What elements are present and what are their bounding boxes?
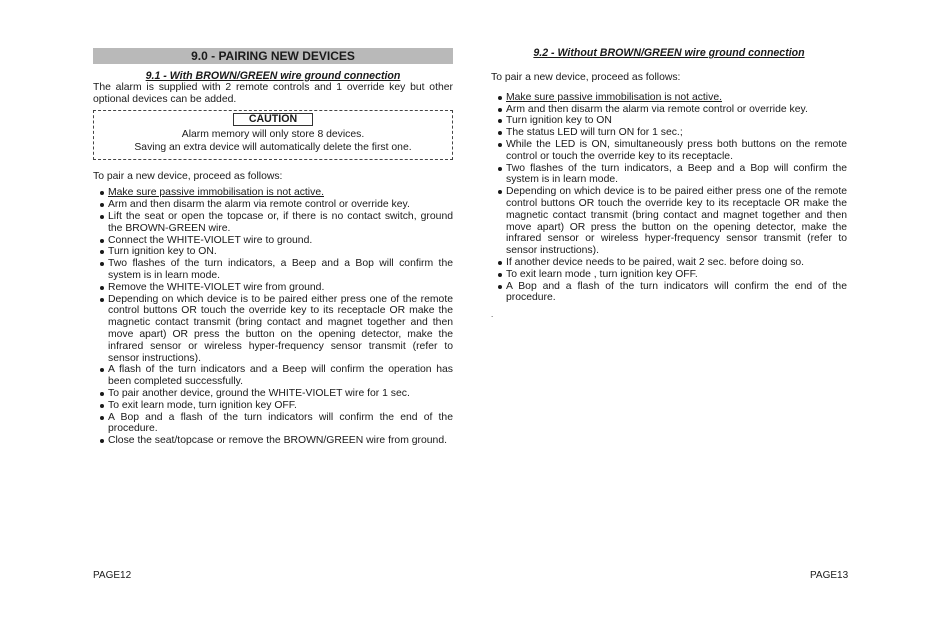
bullet-icon [100,250,104,254]
list-item: Depending on which device is to be paired either press one of the remote control buttons OR touch the override key to its receptacle OR make the magnetic contact transmit (bring contact and magnet together and then move apart) OR press the button on the opening detector, make the infrared sensor or wireless hyper-frequency sensor transmit (refer to sensor instructions). [93,294,453,365]
bullet-icon [498,119,502,123]
list-item: The status LED will turn ON for 1 sec.; [491,127,847,139]
stray-mark: . [491,310,494,320]
bullet-icon [100,286,104,290]
caution-label: CAUTION [233,113,313,126]
list-item: A Bop and a flash of the turn indicators will confirm the end of the procedure. [491,281,847,305]
list-item: Two flashes of the turn indicators, a Beep and a Bop will confirm the system is in learn mode. [491,163,847,187]
list-item: Remove the WHITE-VIOLET wire from ground. [93,282,453,294]
subsection-title-without-ground: 9.2 - Without BROWN/GREEN wire ground connection [533,47,805,59]
list-item: Arm and then disarm the alarm via remote control or override key. [491,104,847,116]
bullet-icon [498,167,502,171]
bullet-icon [100,439,104,443]
list-item: Make sure passive immobilisation is not active. [93,187,453,199]
steps-list [491,92,847,304]
bullet-icon [498,285,502,289]
list-item: To exit learn mode, turn ignition key OFF. [93,400,453,412]
list-item: Depending on which device is to be paired either press one of the remote control buttons OR touch the override key to its receptacle OR make the magnetic contact transmit (bring contact and magnet together and then move apart) OR press the button on the opening detector, make the infrared sensor or wireless hyper-frequency sensor transmit (refer to sensor instructions). [491,186,847,257]
section-title: 9.0 - PAIRING NEW DEVICES [93,48,453,64]
bullet-icon [100,368,104,372]
bullet-icon [100,298,104,302]
bullet-icon [498,108,502,112]
bullet-icon [100,404,104,408]
bullet-icon [498,131,502,135]
bullet-icon [498,96,502,100]
list-item: A Bop and a flash of the turn indicators will confirm the end of the procedure. [93,412,453,436]
list-item: To pair another device, ground the WHITE-VIOLET wire for 1 sec. [93,388,453,400]
list-item: While the LED is ON, simultaneously press both buttons on the remote control or touch the override key to its receptacle. [491,139,847,163]
left-page-column [93,47,453,447]
proceed-text: To pair a new device, proceed as follows: [93,170,283,182]
list-item: Lift the seat or open the topcase or, if there is no contact switch, ground the BROWN-GREEN wire. [93,211,453,235]
list-item: Make sure passive immobilisation is not active. [491,92,847,104]
bullet-icon [100,191,104,195]
bullet-icon [100,203,104,207]
bullet-icon [100,392,104,396]
bullet-icon [498,190,502,194]
steps-list [93,187,453,447]
subsection-title-with-ground: 9.1 - With BROWN/GREEN wire ground connection [145,70,401,82]
proceed-text: To pair a new device, proceed as follows: [491,72,681,83]
caution-line: Alarm memory will only store 8 devices. [181,128,365,140]
list-item: If another device needs to be paired, wait 2 sec. before doing so. [491,257,847,269]
bullet-icon [498,143,502,147]
bullet-icon [100,416,104,420]
right-page-column [491,47,847,320]
page-number-left: PAGE12 [93,570,132,581]
list-item: Connect the WHITE-VIOLET wire to ground. [93,235,453,247]
list-item: Arm and then disarm the alarm via remote control or override key. [93,199,453,211]
caution-line: Saving an extra device will automatically delete the first one. [134,141,412,153]
list-item: Turn ignition key to ON. [93,246,453,258]
caution-box [93,110,453,160]
list-item: Close the seat/topcase or remove the BROWN/GREEN wire from ground. [93,435,453,447]
bullet-icon [100,262,104,266]
list-item: Two flashes of the turn indicators, a Beep and a Bop will confirm the system is in learn mode. [93,258,453,282]
page-number-right: PAGE13 [810,570,849,581]
bullet-icon [498,273,502,277]
list-item: Turn ignition key to ON [491,115,847,127]
bullet-icon [100,215,104,219]
bullet-icon [100,239,104,243]
intro-paragraph: The alarm is supplied with 2 remote controls and 1 override key but other optional devices can be added. [93,82,453,105]
bullet-icon [498,261,502,265]
list-item: To exit learn mode , turn ignition key OFF. [491,269,847,281]
list-item: A flash of the turn indicators and a Beep will confirm the operation has been completed successfully. [93,364,453,388]
